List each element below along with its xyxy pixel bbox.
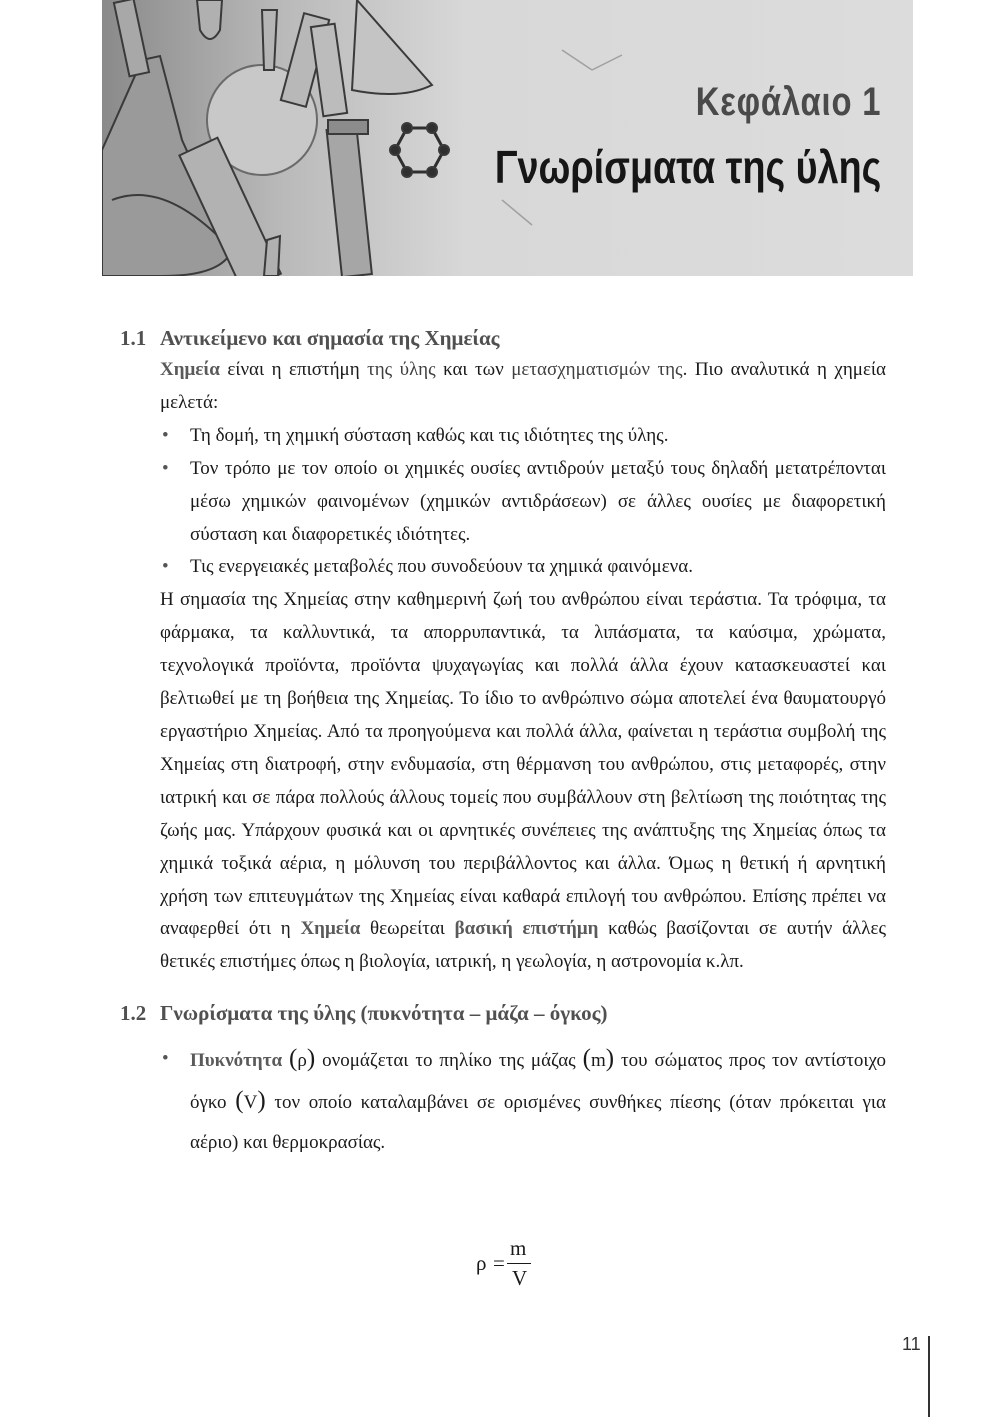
section-heading [120, 322, 886, 354]
definition-text: ονομάζεται το πηλίκο της μάζας [315, 1050, 583, 1072]
density-formula [476, 1238, 556, 1292]
formula-equals: = [493, 1251, 505, 1275]
section-title: Γνωρίσματα της ύλης (πυκνότητα – μάζα – όγκος) [160, 1001, 608, 1026]
paragraph-text: θεωρείται [360, 918, 455, 940]
list-item: • Πυκνότητα (ρ) ονομάζεται το πηλίκο της μάζας (m) του σώματος προς τον αντίστοιχο όγκο (V) τον οποίο καταλαμβάνει σε ορισμένες συνθήκες πίεσης (όταν πρόκειται για αέριο) και θερμοκρασίας. [160, 1039, 886, 1163]
section-number: 1.2 [120, 1001, 147, 1026]
intro-paragraph [160, 354, 886, 420]
formula-numerator: m [510, 1236, 527, 1260]
paragraph-text: Η σημασία της Χημείας στην καθημερινή ζωή του ανθρώπου είναι τεράστια. Τα τρόφιμα, τα φάρμακα, τα καλλυντικά, τα απορρυπαντικά, τα λιπάσματα, τα καύσιμα, χρώματα, τεχνολογικά προϊόντα, προϊόντα ψυχαγωγίας και πολλά άλλα έχουν κατασκευαστεί και βελτιωθεί με τη βοήθεια της Χημείας. Το ίδιο το ανθρώπινο σώμα αποτελεί ένα θαυματουργό εργαστήριο Χημείας. Από τα προηγούμενα και πολλά άλλα, φαίνεται η τεράστια συμβολή της Χημείας στη διατροφή, στην ενδυμασία, στη θέρμανση του ανθρώπου, στις μεταφορές, στην ιατρική και σε πάρα πολλούς άλλους τομείς που συμβάλλουν στη βελτίωση της ποιότητας της ζωής μας. Υπάρχουν φυσικά και οι αρνητικές συνέπειες της ανάπτυξης της Χημείας όπως τα χημικά τοξικά αέρια, η μόλυνση του περιβάλλοντος και άλλα. Όμως η θετική ή αρνητική χρήση των επιτευγμάτων της Χημείας είναι καθαρά επιλογή του ανθρώπου. Επίσης πρέπει να αναφερθεί ότι η [160, 589, 886, 940]
intro-text: είναι η επιστήμη [219, 359, 368, 380]
chapter-number: Κεφάλαιο 1 [695, 80, 881, 124]
bullet-icon: • [162, 556, 169, 578]
paragraph-text: καθώς βασίζονται σε αυτήν άλλες θετικές επιστήμες όπως η βιολογία, ιατρική, η γεωλογία, η αστρονομία κ.λπ. [160, 918, 886, 973]
section-title: Αντικείμενο και σημασία της Χημείας [160, 326, 500, 350]
density-definition [160, 1039, 886, 1163]
importance-paragraph [160, 584, 886, 979]
symbol-v: V [243, 1092, 258, 1114]
page-content [120, 322, 886, 1163]
definition-text: τον οποίο καταλαμβάνει σε ορισμένες συνθήκες πίεσης (όταν πρόκειται για αέριο) και θερμοκρασίας. [190, 1092, 886, 1154]
term-basic-science: βασική επιστήμη [454, 918, 599, 940]
bullet-list [160, 420, 886, 585]
bullet-icon: • [162, 1048, 169, 1070]
intro-text: και των [435, 359, 512, 380]
term-matter: της ύλης [367, 359, 436, 380]
definition-text: του σώματος προς τον αντίστοιχο όγκο [190, 1050, 887, 1114]
chapter-title: Γνωρίσματα της ύλης [494, 141, 881, 193]
term-chemistry: Χημεία [160, 359, 220, 380]
page-rule [928, 1336, 930, 1417]
term-chemistry: Χημεία [300, 918, 361, 940]
lab-glassware-illustration [102, 0, 913, 276]
bullet-list [160, 1039, 886, 1163]
section-heading [120, 997, 886, 1029]
page-number: 11 [902, 1334, 921, 1354]
section-body [160, 354, 886, 979]
symbol-rho: ρ [297, 1050, 307, 1072]
formula-denominator: V [512, 1266, 528, 1290]
formula-lhs: ρ [476, 1251, 487, 1275]
list-item-text: Τον τρόπο με τον οποίο οι χημικές ουσίες αντιδρούν μεταξύ τους δηλαδή μετατρέπονται μέσω χημικών φαινομένων (χημικών αντιδράσεων) σε άλλες ουσίες με διαφορετική σύσταση και διαφορετικές ιδιότητες. [190, 457, 886, 545]
list-item-text: Τις ενεργειακές μεταβολές που συνοδεύουν τα χημικά φαινόμενα. [190, 556, 693, 578]
term-transformations: μετασχηματισμών της [511, 359, 683, 380]
list-item [160, 551, 886, 584]
section-number: 1.1 [120, 326, 147, 350]
chapter-banner [102, 0, 913, 276]
fraction-bar [507, 1263, 531, 1264]
intro-text: . Πιο αναλυτικά η χημεία μελετά: [160, 359, 886, 413]
list-item [160, 420, 886, 453]
bullet-icon: • [162, 424, 169, 446]
symbol-m: m [590, 1050, 606, 1072]
list-item-text: Τη δομή, τη χημική σύσταση καθώς και τις ιδιότητες της ύλης. [190, 424, 669, 446]
bullet-icon: • [162, 457, 169, 479]
term-density: Πυκνότητα [190, 1050, 283, 1072]
list-item [160, 453, 886, 552]
